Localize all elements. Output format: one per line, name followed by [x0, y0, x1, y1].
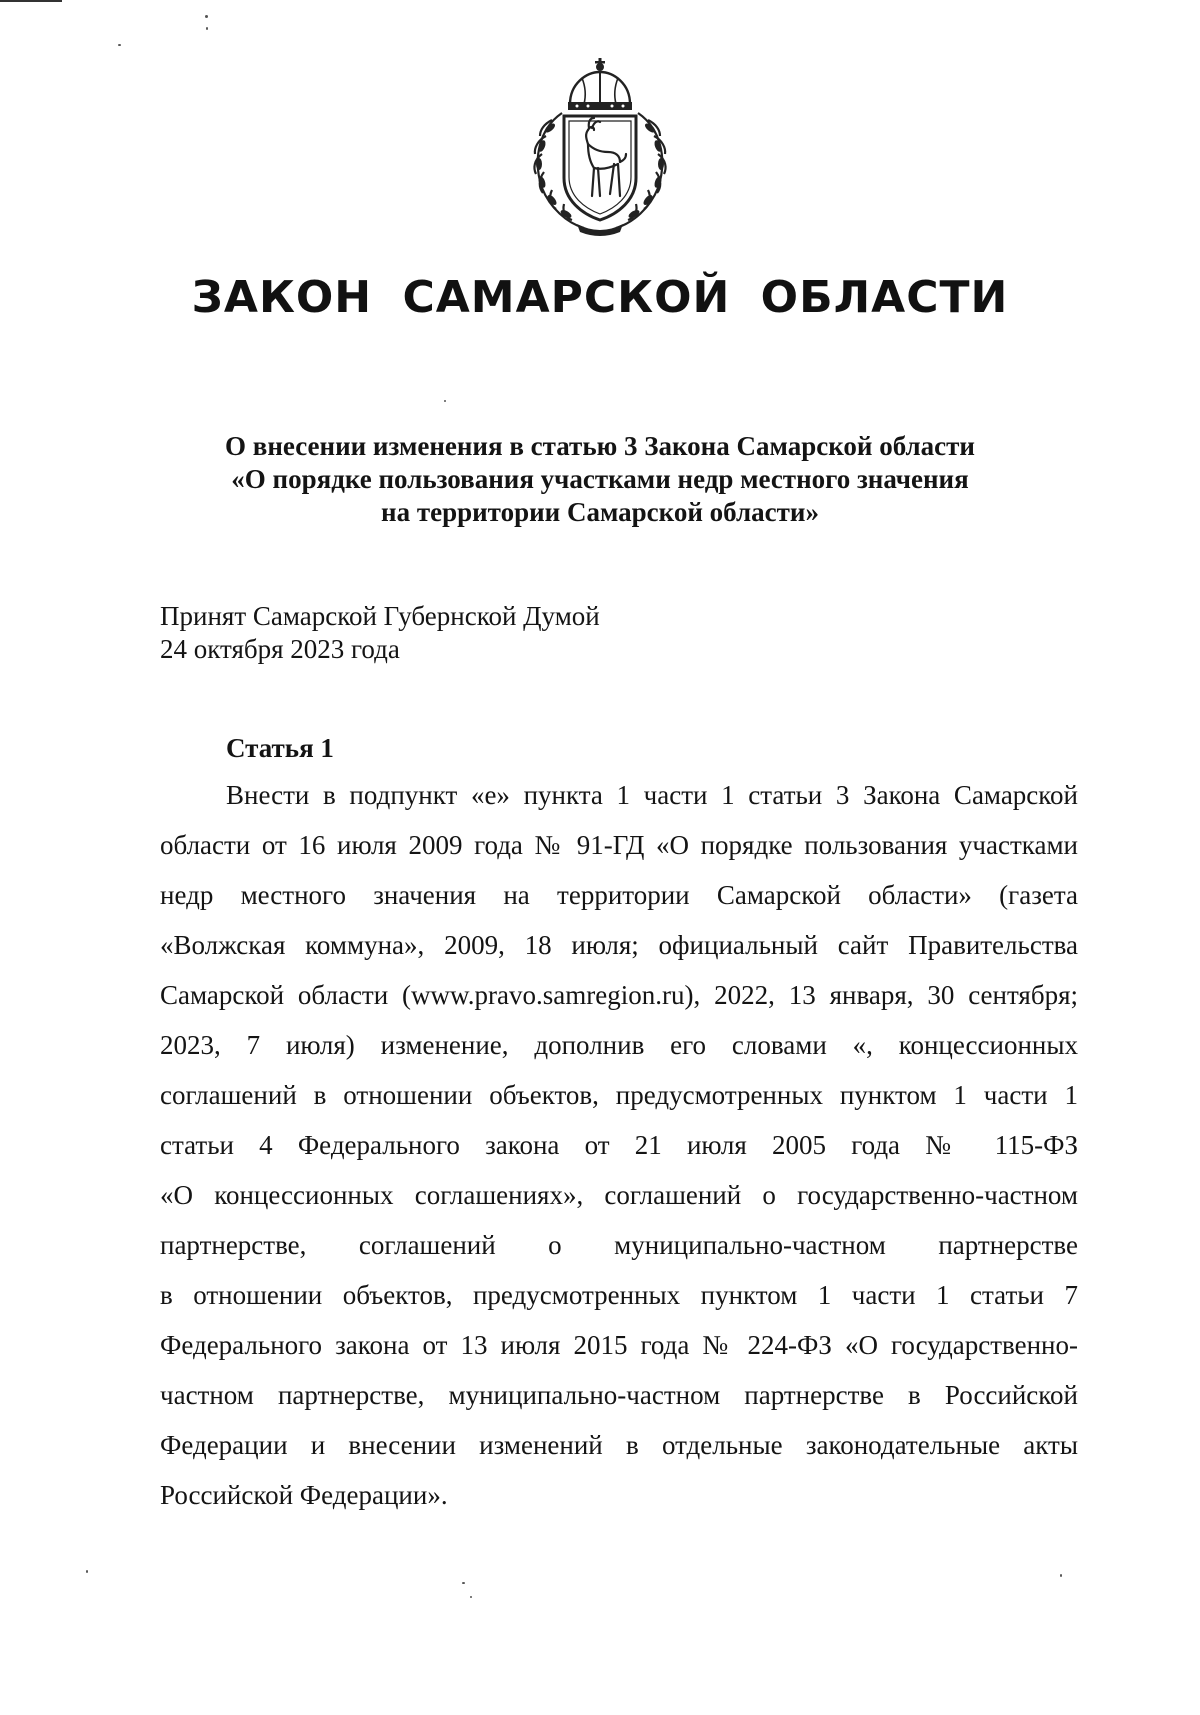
imperial-crown [568, 58, 632, 110]
scan-speck [462, 1582, 465, 1584]
article-body [160, 770, 1078, 1520]
article-line: Российской Федерации». [160, 1480, 448, 1510]
article-line: 2023, 7 июля) изменение, дополнив его словами «, концессионных [160, 1030, 1078, 1060]
article-line: недр местного значения на территории Самарской области» (газета [160, 880, 1078, 910]
adoption-date: 24 октября 2023 года [160, 634, 400, 664]
ribbon [577, 224, 623, 236]
article-line: партнерстве, соглашений о муниципально-частном партнерстве [160, 1230, 1078, 1260]
scan-speck [444, 400, 446, 402]
article-line: частном партнерстве, муниципально-частном партнерстве в Российской [160, 1380, 1078, 1410]
article-line: соглашений в отношении объектов, предусмотренных пунктом 1 части 1 [160, 1080, 1078, 1110]
scan-speck [206, 27, 208, 30]
article-line: Федерального закона от 13 июля 2015 года № 224-ФЗ «О государственно- [160, 1330, 1078, 1360]
scan-artifact [0, 0, 62, 2]
scan-speck [118, 44, 121, 46]
article-line: Самарской области (www.pravo.samregion.ru), 2022, 13 января, 30 сентября; [160, 980, 1078, 1010]
scan-speck [470, 1596, 472, 1598]
article-line: Федерации и внесении изменений в отдельные законодательные акты [160, 1430, 1078, 1460]
law-subject-heading [0, 430, 1200, 529]
subject-line: «О порядке пользования участками недр местного значения [231, 464, 969, 494]
scan-speck [205, 15, 208, 18]
article-line: Внести в подпункт «е» пункта 1 части 1 статьи 3 Закона Самарской [226, 780, 1078, 810]
article-line: статьи 4 Федерального закона от 21 июля 2005 года № 115-ФЗ [160, 1130, 1078, 1160]
scan-speck [86, 1570, 88, 1573]
adopted-by: Принят Самарской Губернской Думой [160, 601, 600, 631]
article-line: в отношении объектов, предусмотренных пунктом 1 части 1 статьи 7 [160, 1280, 1078, 1310]
article-line: области от 16 июля 2009 года № 91-ГД «О порядке пользования участками [160, 830, 1078, 860]
coat-of-arms-emblem [522, 58, 678, 236]
article-heading: Статья 1 [226, 733, 334, 763]
law-title: ЗАКОН САМАРСКОЙ ОБЛАСТИ [191, 272, 1009, 323]
adoption-info [160, 600, 600, 666]
article-line: «О концессионных соглашениях», соглашений о государственно-частном [160, 1180, 1078, 1210]
subject-line: О внесении изменения в статью 3 Закона Самарской области [225, 431, 975, 461]
scan-speck [1060, 1574, 1062, 1577]
article-line: «Волжская коммуна», 2009, 18 июля; официальный сайт Правительства [160, 930, 1078, 960]
subject-line: на территории Самарской области» [381, 497, 819, 527]
